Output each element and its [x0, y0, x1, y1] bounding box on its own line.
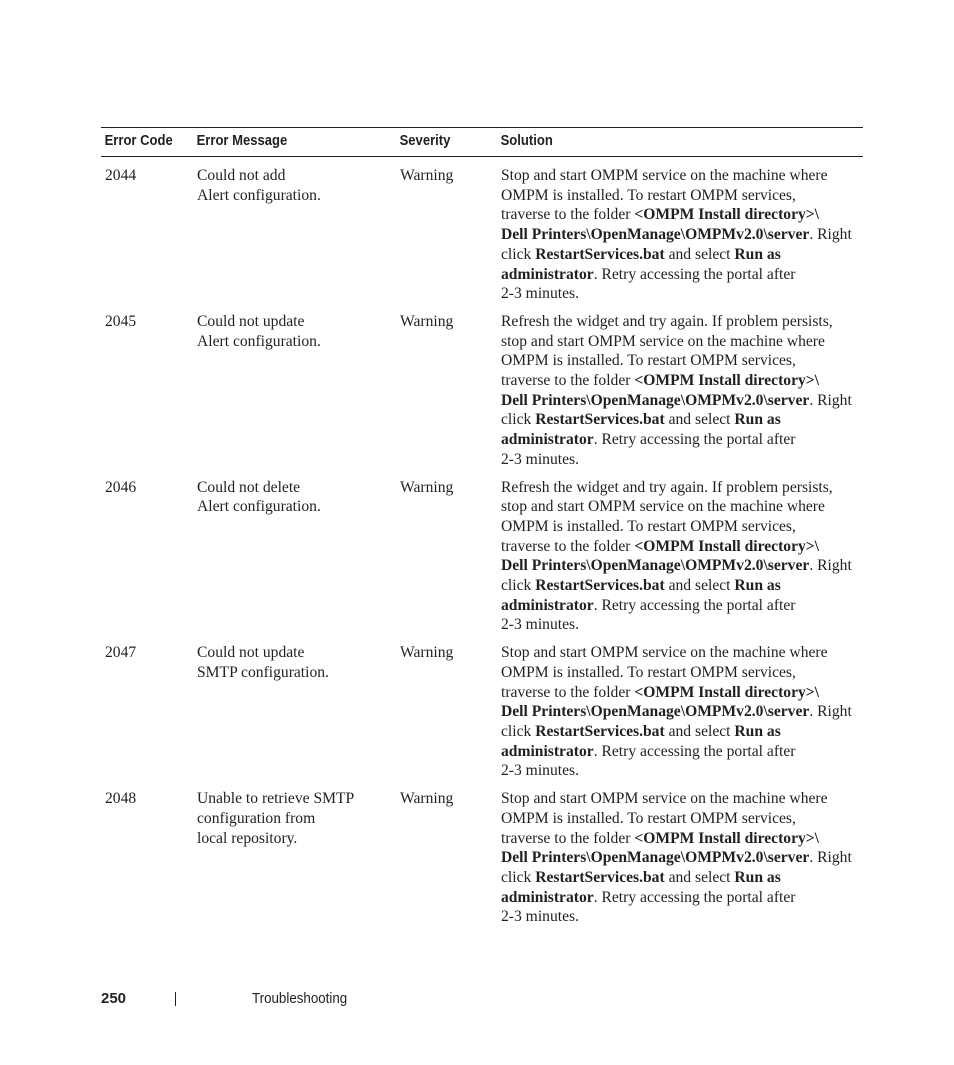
- error-message-cell: [193, 789, 396, 935]
- solution-line: [501, 829, 863, 849]
- error-code-table-container: [101, 127, 863, 935]
- solution-text: OMPM is installed. To restart OMPM services,: [501, 186, 796, 204]
- solution-text: OMPM is installed. To restart OMPM services,: [501, 809, 796, 827]
- solution-text: 2-3 minutes.: [501, 908, 579, 926]
- solution-text: Stop and start OMPM service on the machine where: [501, 167, 828, 184]
- solution-text: click: [501, 868, 536, 886]
- solution-emphasis: Run as: [734, 411, 781, 429]
- table-body: [101, 157, 863, 936]
- solution-text: Stop and start OMPM service on the machine where: [501, 790, 828, 808]
- error-code-cell: 2048: [105, 790, 137, 808]
- solution-emphasis: <OMPM Install directory>\: [634, 206, 820, 224]
- page-number: 250: [101, 990, 127, 1007]
- table-header: [101, 128, 863, 157]
- error-code-table: [101, 127, 863, 935]
- solution-line: [501, 537, 863, 557]
- solution-text: traverse to the folder: [501, 372, 635, 390]
- solution-emphasis: administrator: [501, 596, 594, 614]
- solution-line: [501, 265, 863, 285]
- solution-emphasis: administrator: [501, 265, 594, 283]
- solution-emphasis: Dell Printers\OpenManage\OMPMv2.0\server: [501, 391, 810, 409]
- solution-cell: [497, 312, 863, 478]
- table-row: [101, 157, 863, 312]
- solution-text: OMPM is installed. To restart OMPM services,: [501, 352, 796, 370]
- solution-text: and select: [664, 722, 735, 740]
- error-message-line: SMTP configuration.: [197, 663, 329, 681]
- solution-emphasis: RestartServices.bat: [535, 577, 665, 595]
- solution-line: [501, 410, 863, 430]
- solution-text: click: [501, 577, 536, 595]
- solution-line: [501, 186, 863, 206]
- solution-line: [501, 371, 863, 391]
- error-message-cell: [193, 157, 396, 312]
- solution-emphasis: Run as: [734, 868, 781, 886]
- solution-text: . Retry accessing the portal after: [593, 742, 796, 760]
- solution-line: [501, 430, 863, 450]
- solution-emphasis: administrator: [501, 888, 594, 906]
- solution-line: [501, 556, 863, 576]
- solution-line: [501, 907, 863, 927]
- severity-cell: Warning: [400, 312, 454, 330]
- solution-line: [501, 205, 863, 225]
- solution-line: [501, 663, 863, 683]
- solution-text: . Right: [809, 849, 852, 867]
- solution-emphasis: RestartServices.bat: [535, 722, 665, 740]
- severity-cell: Warning: [400, 167, 454, 184]
- error-code-cell: 2047: [105, 644, 137, 662]
- solution-text: click: [501, 722, 536, 740]
- solution-text: Refresh the widget and try again. If problem persists,: [501, 312, 833, 330]
- severity-cell: Warning: [400, 478, 454, 496]
- solution-text: . Right: [809, 226, 852, 244]
- solution-emphasis: RestartServices.bat: [535, 411, 665, 429]
- error-message-line: Could not update: [197, 644, 305, 662]
- solution-line: [501, 722, 863, 742]
- solution-emphasis: <OMPM Install directory>\: [634, 829, 820, 847]
- solution-line: [501, 809, 863, 829]
- solution-text: . Retry accessing the portal after: [593, 265, 796, 283]
- solution-emphasis: RestartServices.bat: [535, 868, 665, 886]
- solution-text: 2-3 minutes.: [501, 285, 579, 303]
- solution-line: [501, 478, 863, 498]
- solution-text: . Retry accessing the portal after: [593, 888, 796, 906]
- error-message-line: Alert configuration.: [197, 332, 321, 350]
- solution-emphasis: Dell Printers\OpenManage\OMPMv2.0\server: [501, 226, 810, 244]
- solution-text: Refresh the widget and try again. If problem persists,: [501, 478, 833, 496]
- solution-line: [501, 497, 863, 517]
- solution-text: click: [501, 411, 536, 429]
- solution-text: traverse to the folder: [501, 829, 635, 847]
- solution-cell: [497, 478, 863, 644]
- solution-text: 2-3 minutes.: [501, 762, 579, 780]
- error-code-cell: 2045: [105, 312, 137, 330]
- column-header-severity: Severity: [399, 133, 451, 149]
- severity-cell: Warning: [400, 790, 454, 808]
- solution-line: [501, 789, 863, 809]
- solution-line: [501, 284, 863, 304]
- solution-text: traverse to the folder: [501, 537, 635, 555]
- solution-cell: [497, 157, 863, 312]
- solution-cell: [497, 789, 863, 935]
- solution-emphasis: Dell Printers\OpenManage\OMPMv2.0\server: [501, 849, 810, 867]
- solution-emphasis: <OMPM Install directory>\: [634, 537, 820, 555]
- solution-line: [501, 742, 863, 762]
- solution-emphasis: Dell Printers\OpenManage\OMPMv2.0\server: [501, 703, 810, 721]
- solution-line: [501, 615, 863, 635]
- solution-line: [501, 596, 863, 616]
- solution-text: stop and start OMPM service on the machine where: [501, 332, 825, 350]
- error-message-line: Alert configuration.: [197, 186, 321, 204]
- solution-line: [501, 245, 863, 265]
- error-message-line: Alert configuration.: [197, 498, 321, 516]
- section-title: Troubleshooting: [252, 991, 348, 1007]
- solution-line: [501, 391, 863, 411]
- solution-text: . Right: [809, 557, 852, 575]
- solution-text: traverse to the folder: [501, 683, 635, 701]
- solution-text: . Retry accessing the portal after: [593, 596, 796, 614]
- solution-text: and select: [664, 411, 735, 429]
- severity-cell: Warning: [400, 644, 454, 662]
- error-message-line: Could not delete: [197, 478, 301, 496]
- error-code-cell: 2044: [105, 167, 137, 184]
- solution-line: [501, 576, 863, 596]
- error-message-line: local repository.: [197, 829, 298, 847]
- solution-line: [501, 312, 863, 332]
- error-message-line: Unable to retrieve SMTP: [197, 790, 355, 808]
- solution-emphasis: <OMPM Install directory>\: [634, 683, 820, 701]
- solution-emphasis: Run as: [734, 722, 781, 740]
- solution-text: . Right: [809, 391, 852, 409]
- table-row: [101, 789, 863, 935]
- column-header-error-code: Error Code: [104, 133, 173, 149]
- error-message-line: Could not add: [197, 167, 286, 184]
- solution-text: and select: [664, 868, 735, 886]
- solution-emphasis: RestartServices.bat: [535, 245, 665, 263]
- solution-text: traverse to the folder: [501, 206, 635, 224]
- solution-line: [501, 351, 863, 371]
- solution-text: 2-3 minutes.: [501, 450, 579, 468]
- solution-line: [501, 332, 863, 352]
- error-message-cell: [193, 312, 396, 478]
- solution-emphasis: Dell Printers\OpenManage\OMPMv2.0\server: [501, 557, 810, 575]
- table-row: [101, 312, 863, 478]
- solution-line: [501, 517, 863, 537]
- error-message-cell: [193, 478, 396, 644]
- solution-text: . Right: [809, 703, 852, 721]
- solution-text: and select: [664, 577, 735, 595]
- solution-text: stop and start OMPM service on the machine where: [501, 498, 825, 516]
- solution-text: OMPM is installed. To restart OMPM services,: [501, 663, 796, 681]
- solution-line: [501, 848, 863, 868]
- solution-cell: [497, 643, 863, 789]
- solution-text: and select: [664, 245, 735, 263]
- error-message-line: Could not update: [197, 312, 305, 330]
- solution-text: click: [501, 245, 536, 263]
- table-header-row: [101, 128, 863, 157]
- solution-line: [501, 450, 863, 470]
- solution-emphasis: administrator: [501, 742, 594, 760]
- table-row: [101, 643, 863, 789]
- column-header-solution: Solution: [500, 133, 553, 149]
- solution-line: [501, 683, 863, 703]
- solution-line: [501, 702, 863, 722]
- solution-line: [501, 888, 863, 908]
- solution-emphasis: administrator: [501, 431, 594, 449]
- solution-line: [501, 761, 863, 781]
- error-code-cell: 2046: [105, 478, 137, 496]
- solution-line: [501, 166, 863, 186]
- solution-line: [501, 643, 863, 663]
- solution-text: 2-3 minutes.: [501, 616, 579, 634]
- error-message-line: configuration from: [197, 809, 316, 827]
- solution-emphasis: <OMPM Install directory>\: [634, 372, 820, 390]
- column-header-error-message: Error Message: [196, 133, 288, 149]
- solution-emphasis: Run as: [734, 577, 781, 595]
- solution-line: [501, 868, 863, 888]
- solution-line: [501, 225, 863, 245]
- error-message-cell: [193, 643, 396, 789]
- solution-text: Stop and start OMPM service on the machine where: [501, 644, 828, 662]
- solution-text: OMPM is installed. To restart OMPM services,: [501, 517, 796, 535]
- solution-text: . Retry accessing the portal after: [593, 431, 796, 449]
- table-row: [101, 478, 863, 644]
- solution-emphasis: Run as: [734, 245, 781, 263]
- footer-separator: [175, 992, 176, 1006]
